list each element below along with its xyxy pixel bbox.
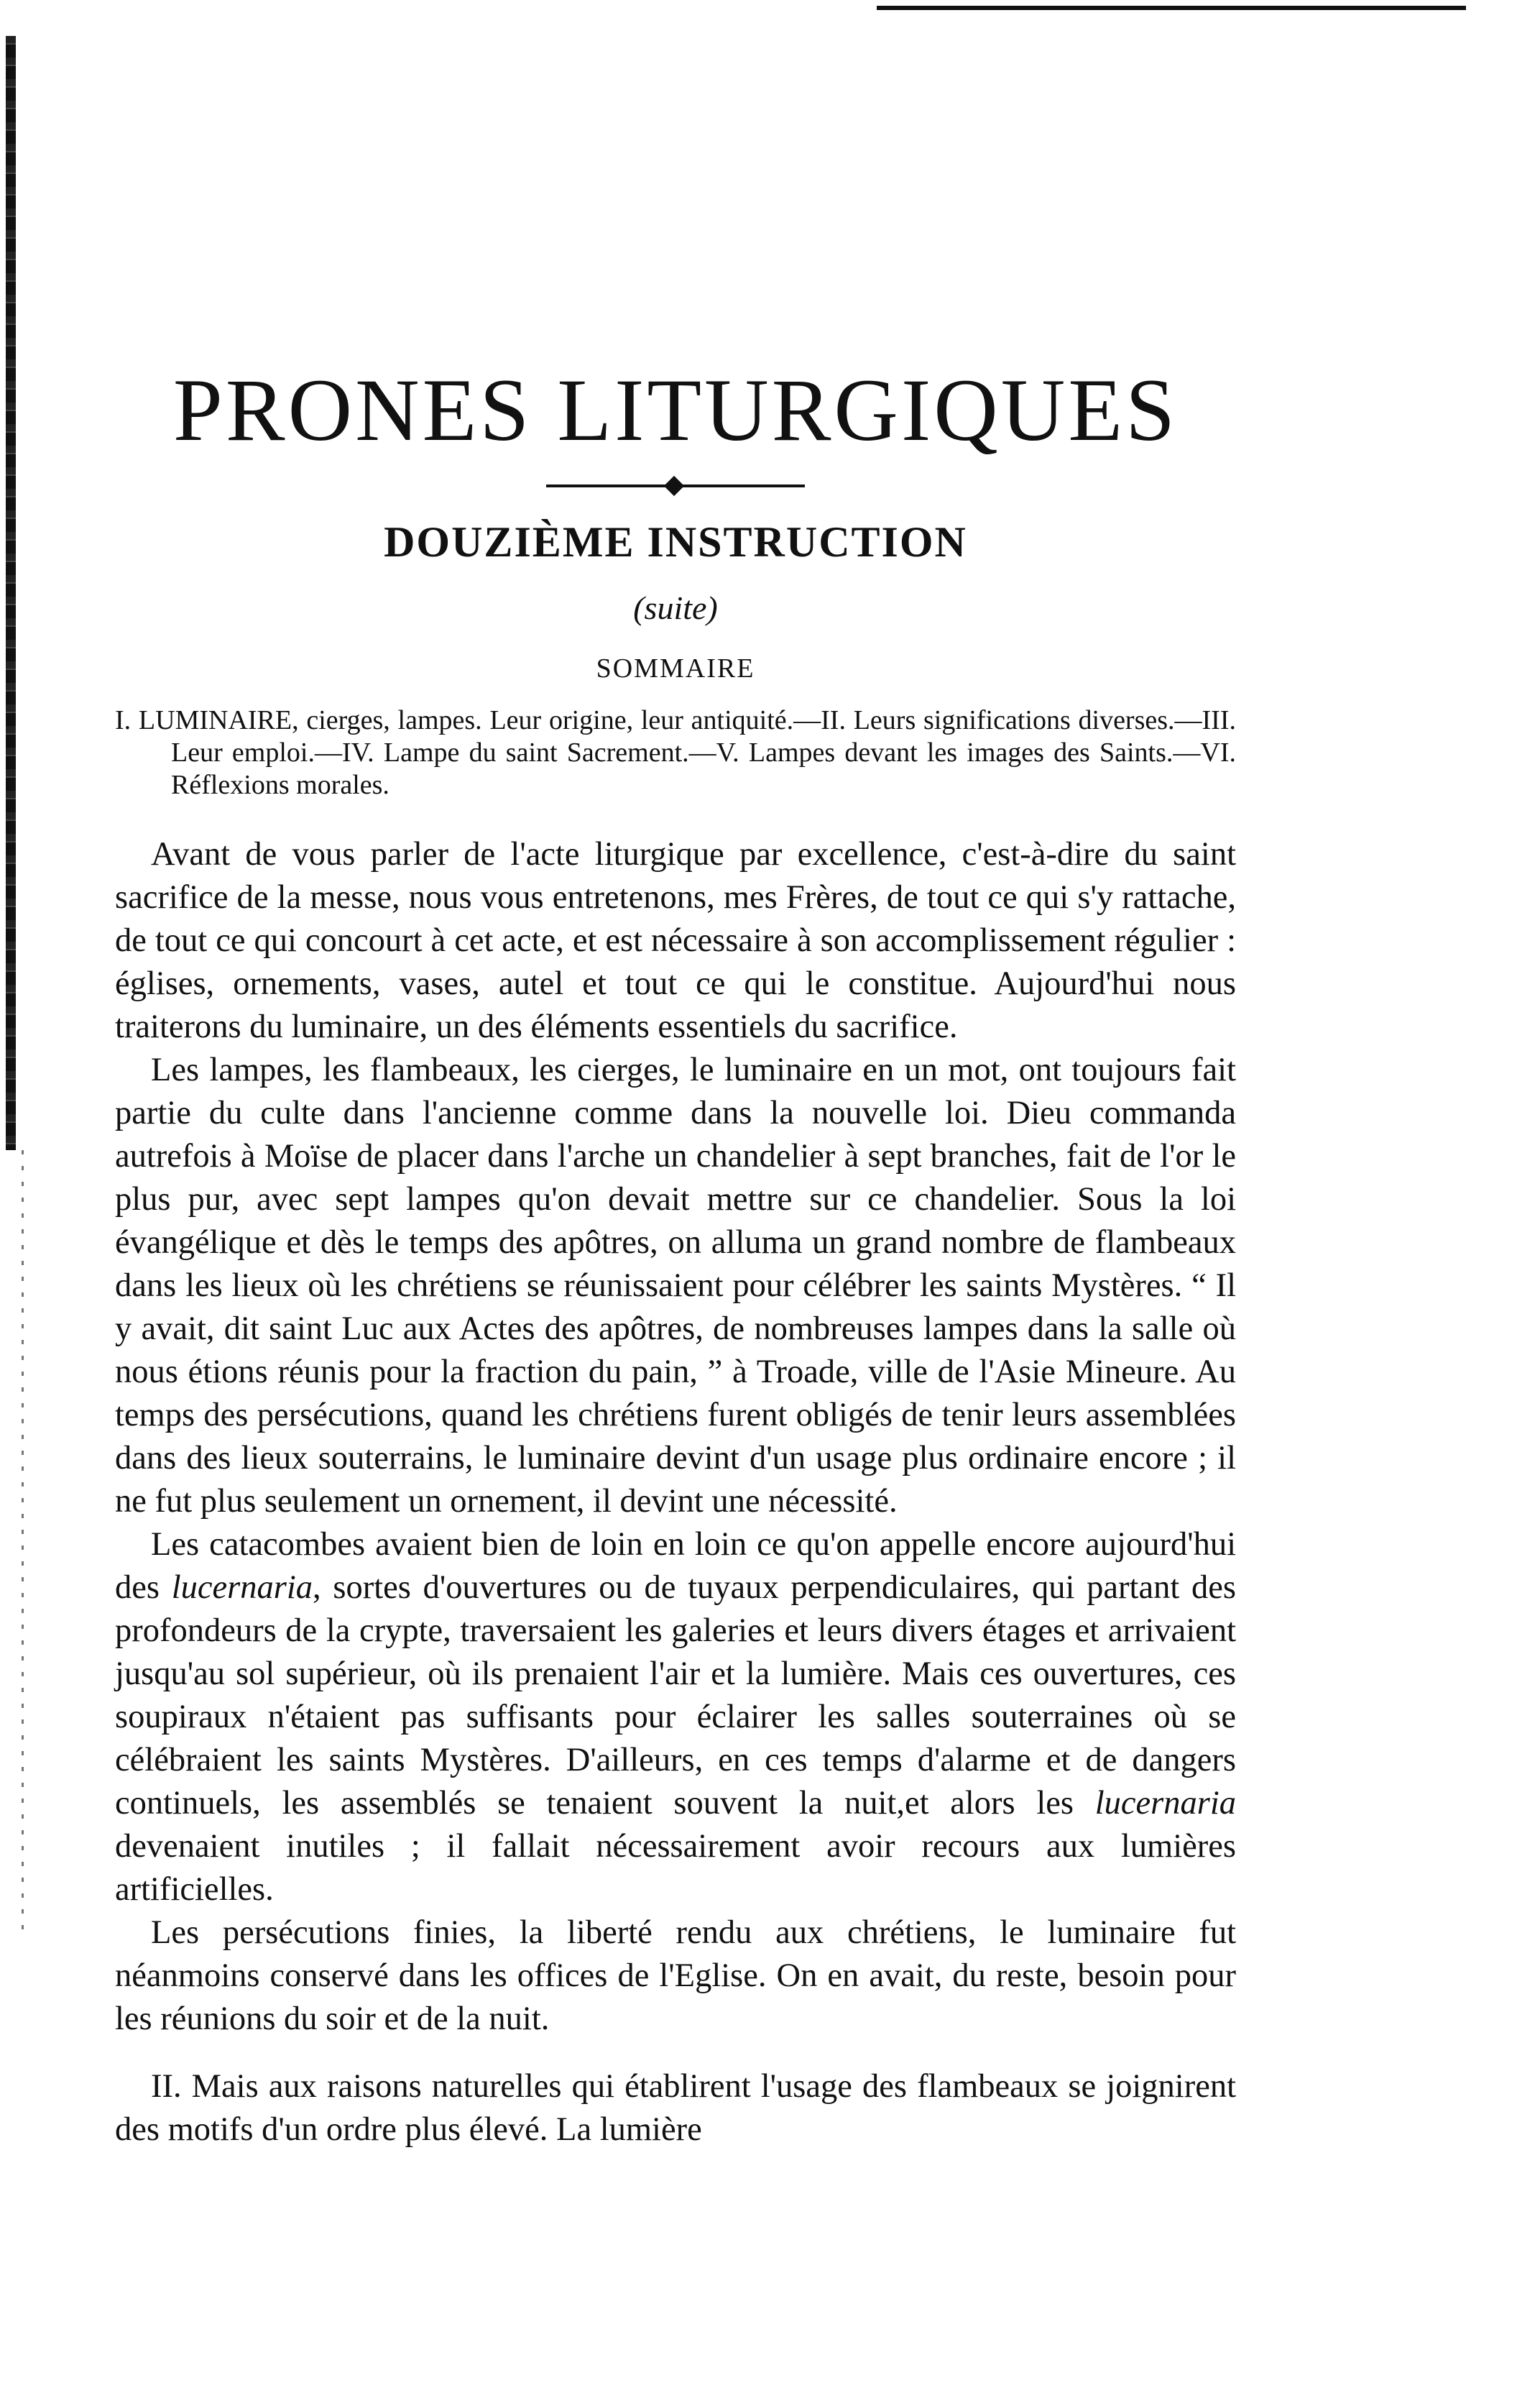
paragraph-3-part-2: , sortes d'ouvertures ou de tuyaux perpendiculaires, qui partant des profondeurs de la crypte, traversaient les galeries et leurs divers étages et arrivaient jusqu'au sol supérieur, où ils prenaient l'air et la lumière. Mais ces ouvertures, ces soupiraux n'étaient pas suffisants pour éclairer les salles souterraines où se célébraient les saints Mystères. D'ailleurs, en ces temps d'alarme et de dangers continuels, les assemblés se tenaient souvent la nuit,et alors les bbox=[115, 1569, 1236, 1822]
scan-binding-edge-faint bbox=[22, 1150, 24, 1941]
lucernaria-term-2: lucernaria bbox=[1094, 1785, 1236, 1822]
instruction-heading: DOUZIÈME INSTRUCTION bbox=[384, 518, 967, 566]
scan-binding-edge bbox=[6, 36, 16, 1150]
page-content bbox=[115, 359, 1236, 2151]
sommaire-text: I. LUMINAIRE, cierges, lampes. Leur origine, leur antiquité.—II. Leurs significations diverses.—III. Leur emploi.—IV. Lampe du saint Sacrement.—V. Lampes devant les images des Saints.—VI. Réflexions morales. bbox=[115, 705, 1236, 800]
paragraph-2: Les lampes, les flambeaux, les cierges, le luminaire en un mot, ont toujours fait partie du culte dans l'ancienne comme dans la nouvelle loi. Dieu commanda autrefois à Moïse de placer dans l'arche un chandelier à sept branches, fait de l'or le plus pur, avec sept lampes qu'on devait mettre sur ce chandelier. Sous la loi évangélique et dès le temps des apôtres, on alluma un grand nombre de flambeaux dans les lieux où les chrétiens se réunissaient pour célébrer les saints Mystères. “ Il y avait, dit saint Luc aux Actes des apôtres, de nombreuses lampes dans la salle où nous étions réunis pour la fraction du pain, ” à Troade, ville de l'Asie Mineure. Au temps des persécutions, quand les chrétiens furent obligés de tenir leurs assemblées dans des lieux souterrains, le luminaire devint d'un usage plus ordinaire encore ; il ne fut plus seulement un ornement, il devint une nécessité. bbox=[115, 1052, 1236, 1520]
paragraph-3 bbox=[115, 1523, 1236, 1911]
page-title: PRONES LITURGIQUES bbox=[172, 361, 1179, 459]
suite-label: (suite) bbox=[633, 589, 718, 626]
paragraph-3-part-3: devenaient inutiles ; il fallait nécessairement avoir recours aux lumières artificielles. bbox=[115, 1828, 1236, 1908]
paragraph-4: Les persécutions finies, la liberté rendu aux chrétiens, le luminaire fut néanmoins conservé dans les offices de l'Eglise. On en avait, du reste, besoin pour les réunions du soir et de la nuit. bbox=[115, 1914, 1236, 2037]
title-ornament-rule bbox=[546, 484, 805, 487]
paragraph-1: Avant de vous parler de l'acte liturgique par excellence, c'est-à-dire du saint sacrifice de la messe, nous vous entretenons, mes Frères, de tout ce qui s'y rattache, de tout ce qui concourt à cet acte, et est nécessaire à son accomplissement régulier : églises, ornements, vases, autel et tout ce qui le constitue. Aujourd'hui nous traiterons du luminaire, un des éléments essentiels du sacrifice. bbox=[115, 836, 1236, 1045]
lucernaria-term: lucernaria bbox=[171, 1569, 313, 1606]
paragraph-3-part-1: Les catacombes avaient bien de loin en loin ce qu'on appelle encore aujourd'hui des bbox=[115, 1526, 1236, 1606]
paragraph-5-section-ii: II. Mais aux raisons naturelles qui établirent l'usage des flambeaux se joignirent des motifs d'un ordre plus élevé. La lumière bbox=[115, 2068, 1236, 2148]
sommaire-heading: SOMMAIRE bbox=[596, 653, 755, 684]
top-edge-rule bbox=[877, 6, 1466, 10]
body-text bbox=[115, 833, 1236, 2151]
